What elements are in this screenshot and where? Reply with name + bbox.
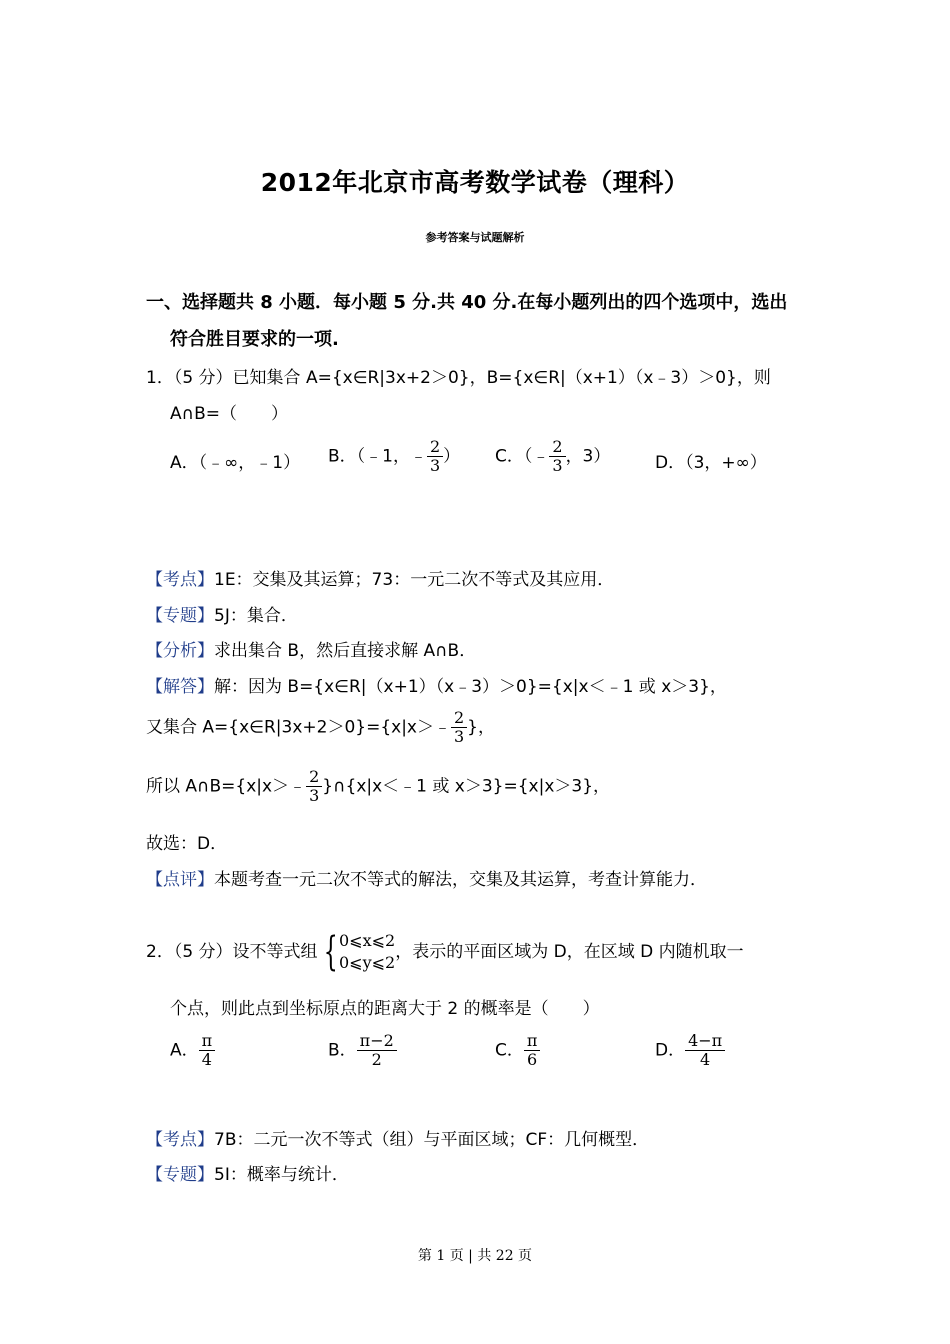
page-subtitle: 参考答案与试题解析 xyxy=(425,231,525,244)
fraction xyxy=(427,438,443,475)
q1-stem-line2: A∩B=（ ） xyxy=(170,404,288,424)
tag-dianping: 【点评】 xyxy=(146,870,214,890)
fraction-numerator: 4−π xyxy=(685,1032,725,1051)
inequality-line-2: 0⩽y⩽2 xyxy=(339,953,396,972)
fraction xyxy=(199,1032,216,1069)
fraction xyxy=(451,709,467,746)
q1-jieda-line2-prefix: 又集合 A={x∈R|3x+2＞0}={x|x＞﹣ xyxy=(146,717,451,738)
page-footer: 第 1 页 | 共 22 页 xyxy=(417,1248,533,1264)
q1-jieda-line3-prefix: 所以 A∩B={x|x＞﹣ xyxy=(146,776,307,797)
fraction-numerator: 2 xyxy=(306,768,322,787)
q1-option-c-prefix: C．（﹣ xyxy=(495,446,550,467)
q1-option-b xyxy=(328,438,460,475)
q1-option-d: D．（3，+∞） xyxy=(655,453,767,473)
q2-kaodian xyxy=(146,1125,649,1150)
fraction-numerator: π xyxy=(524,1032,541,1051)
q2-stem-prefix: 2．（5 分）设不等式组 xyxy=(146,942,318,962)
q2-option-c xyxy=(495,1032,540,1069)
inequality-system xyxy=(318,930,396,974)
fraction-numerator: π−2 xyxy=(357,1032,397,1051)
tag-jieda: 【解答】 xyxy=(146,677,214,697)
q2-stem-suffix: ，表示的平面区域为 D，在区域 D 内随机取一 xyxy=(395,942,744,962)
q1-kaodian-text: 1E：交集及其运算；73：一元二次不等式及其应用． xyxy=(214,570,615,590)
tag-zhuanti: 【专题】 xyxy=(146,606,214,626)
fraction xyxy=(357,1032,397,1069)
page-title: 2012年北京市高考数学试卷（理科） xyxy=(260,168,690,197)
section-heading-line1: 一、选择题共 8 小题．每小题 5 分.共 40 分.在每小题列出的四个选项中，选出 xyxy=(146,292,788,313)
q1-option-c-suffix: ，3） xyxy=(565,446,611,467)
fraction xyxy=(524,1032,541,1069)
q2-option-b xyxy=(328,1032,397,1069)
q1-jieda-line3-suffix: }∩{x|x＜﹣1 或 x＞3}={x|x＞3}， xyxy=(322,776,611,797)
q2-kaodian-text: 7B：二元一次不等式（组）与平面区域；CF：几何概型． xyxy=(214,1130,650,1150)
fraction-numerator: 2 xyxy=(451,709,467,728)
q1-dianping xyxy=(146,865,707,890)
q1-zhuanti-text: 5J：集合． xyxy=(214,606,298,626)
q1-jieda-line2 xyxy=(146,709,495,746)
fraction-denominator: 3 xyxy=(309,786,320,805)
q2-option-d-label: D． xyxy=(655,1040,686,1061)
q1-option-b-prefix: B．（﹣1，﹣ xyxy=(328,446,427,467)
fraction-denominator: 3 xyxy=(429,456,441,475)
fraction xyxy=(306,768,322,805)
fraction-denominator: 4 xyxy=(201,1050,212,1069)
q2-zhuanti xyxy=(146,1160,349,1185)
q1-jieda-line1: 解：因为 B={x∈R|（x+1）（x﹣3）＞0}={x|x＜﹣1 或 x＞3}， xyxy=(214,677,727,697)
fraction-numerator: π xyxy=(199,1032,216,1051)
tag-kaodian: 【考点】 xyxy=(146,1130,214,1150)
section-heading-line2: 符合胜目要求的一项. xyxy=(170,329,339,350)
q1-option-b-suffix: ） xyxy=(443,446,461,467)
q2-stem-line1 xyxy=(146,930,744,974)
q2-option-d xyxy=(655,1032,725,1069)
left-brace: { xyxy=(323,929,338,975)
fraction xyxy=(549,438,565,475)
q1-kaodian xyxy=(146,565,614,590)
q1-jieda-line4: 故选：D． xyxy=(146,834,228,854)
q1-fenxi xyxy=(146,636,476,661)
q1-jieda-line3 xyxy=(146,768,610,805)
fraction-denominator: 4 xyxy=(700,1050,711,1069)
q1-option-c xyxy=(495,438,610,475)
fraction xyxy=(685,1032,725,1069)
q1-zhuanti xyxy=(146,601,298,626)
fraction-denominator: 2 xyxy=(371,1050,382,1069)
tag-zhuanti: 【专题】 xyxy=(146,1165,214,1185)
q2-option-b-label: B． xyxy=(328,1040,357,1061)
q2-option-a xyxy=(170,1032,215,1069)
inequality-line-1: 0⩽x⩽2 xyxy=(339,931,396,950)
fraction-numerator: 2 xyxy=(427,438,443,457)
fraction-numerator: 2 xyxy=(549,438,565,457)
tag-kaodian: 【考点】 xyxy=(146,570,214,590)
q1-fenxi-text: 求出集合 B，然后直接求解 A∩B． xyxy=(214,641,477,661)
q1-jieda-line2-suffix: }， xyxy=(467,717,495,738)
q2-zhuanti-text: 5I：概率与统计． xyxy=(214,1165,349,1185)
q1-stem-line1: 1．（5 分）已知集合 A={x∈R|3x+2＞0}，B={x∈R|（x+1）（x﹣3）＞0}，则 xyxy=(146,368,771,388)
fraction-denominator: 6 xyxy=(527,1050,538,1069)
inequality-lines xyxy=(339,930,395,974)
fraction-denominator: 3 xyxy=(552,456,563,475)
tag-fenxi: 【分析】 xyxy=(146,641,214,661)
q1-dianping-text: 本题考查一元二次不等式的解法，交集及其运算，考查计算能力． xyxy=(214,870,707,890)
q2-stem-line2: 个点，则此点到坐标原点的距离大于 2 的概率是（ ） xyxy=(170,999,600,1019)
q2-option-a-label: A． xyxy=(170,1040,199,1061)
q1-jieda xyxy=(146,672,727,697)
fraction-denominator: 3 xyxy=(453,727,465,746)
q1-option-a: A．（﹣∞，﹣1） xyxy=(170,453,301,473)
q2-option-c-label: C． xyxy=(495,1040,524,1061)
